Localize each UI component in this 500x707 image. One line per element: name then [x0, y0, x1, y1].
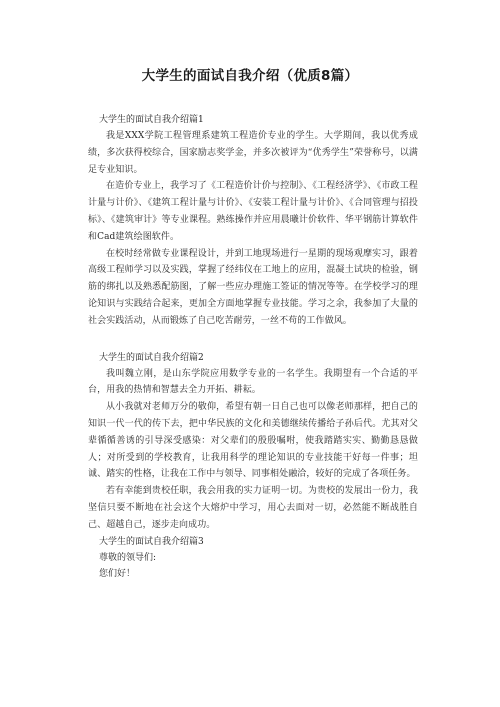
section-heading: 大学生的面试自我介绍篇3 — [99, 536, 204, 547]
section-2 — [88, 350, 418, 534]
paragraph: 从小我就对老师万分的敬仰，希望有朝一日自己也可以像老师那样，把自己的知识一代一代的传下去，把中华民族的文化和美德继续传播给子孙后代。尤其对父辈循循善诱的引导深受感染：对父辈们的殷殷嘱咐，使我踏踏实实、勤勤恳恳做人；对所受到的学校教育，让我用科学的理论知识的专业技能干好每一件事；坦诚、踏实的性格，让我在工作中与领导、同事相处融洽，较好的完成了各项任务。 — [88, 402, 418, 480]
paragraph: 在造价专业上，我学习了《工程造价计价与控制》、《工程经济学》、《市政工程计量与计价》、《建筑工程计量与计价》、《安装工程计量与计价》、《合同管理与招投标》、《建筑审计》等专业课程。熟练操作并应用晨曦计价软件、华平钢筋计算软件和Cad建筑绘图软件。 — [88, 181, 418, 242]
greeting-line: 您们好！ — [99, 569, 136, 580]
paragraph: 我是XXX学院工程管理系建筑工程造价专业的学生。大学期间，我以优秀成绩，多次获得校综合，国家励志奖学金，并多次被评为“优秀学生”荣誉称号，以满足专业知识。 — [88, 131, 418, 175]
document-title: 大学生的面试自我介绍（优质8篇） — [141, 68, 359, 84]
section-heading: 大学生的面试自我介绍篇1 — [99, 115, 204, 125]
section-3 — [88, 534, 418, 584]
paragraph: 在校时经常做专业课程设计，并到工地现场进行一星期的现场观摩实习，跟着高级工程师学习以及实践，掌握了经纬仪在工地上的应用，混凝土试块的检验，钢筋的绑扎以及熟悉配筋图，了解一些应办理施工签证的情况等等。在学校学习的理论知识与实践结合起来，更加全方面地掌握专业技能。学习之余，我参加了大量的社会实践活动，从而锻炼了自己吃苦耐劳，一丝不苟的工作做风。 — [88, 248, 418, 326]
document-body — [88, 112, 418, 583]
paragraph: 我叫魏立刚，是山东学院应用数学专业的一名学生。我期望有一个合适的平台，用我的热情和智慧去全力开拓、耕耘。 — [88, 368, 418, 396]
section-1 — [88, 112, 418, 330]
section-spacer — [88, 330, 418, 350]
section-heading: 大学生的面试自我介绍篇2 — [99, 352, 204, 363]
salutation-line: 尊敬的领导们: — [99, 552, 157, 563]
paragraph: 若有幸能到贵校任职，我会用我的实力证明一切。为贵校的发展出一份力，我坚信只要不断地在社会这个大熔炉中学习，用心去面对一切，必然能不断战胜自己、超越自己，逐步走向成功。 — [88, 486, 418, 530]
